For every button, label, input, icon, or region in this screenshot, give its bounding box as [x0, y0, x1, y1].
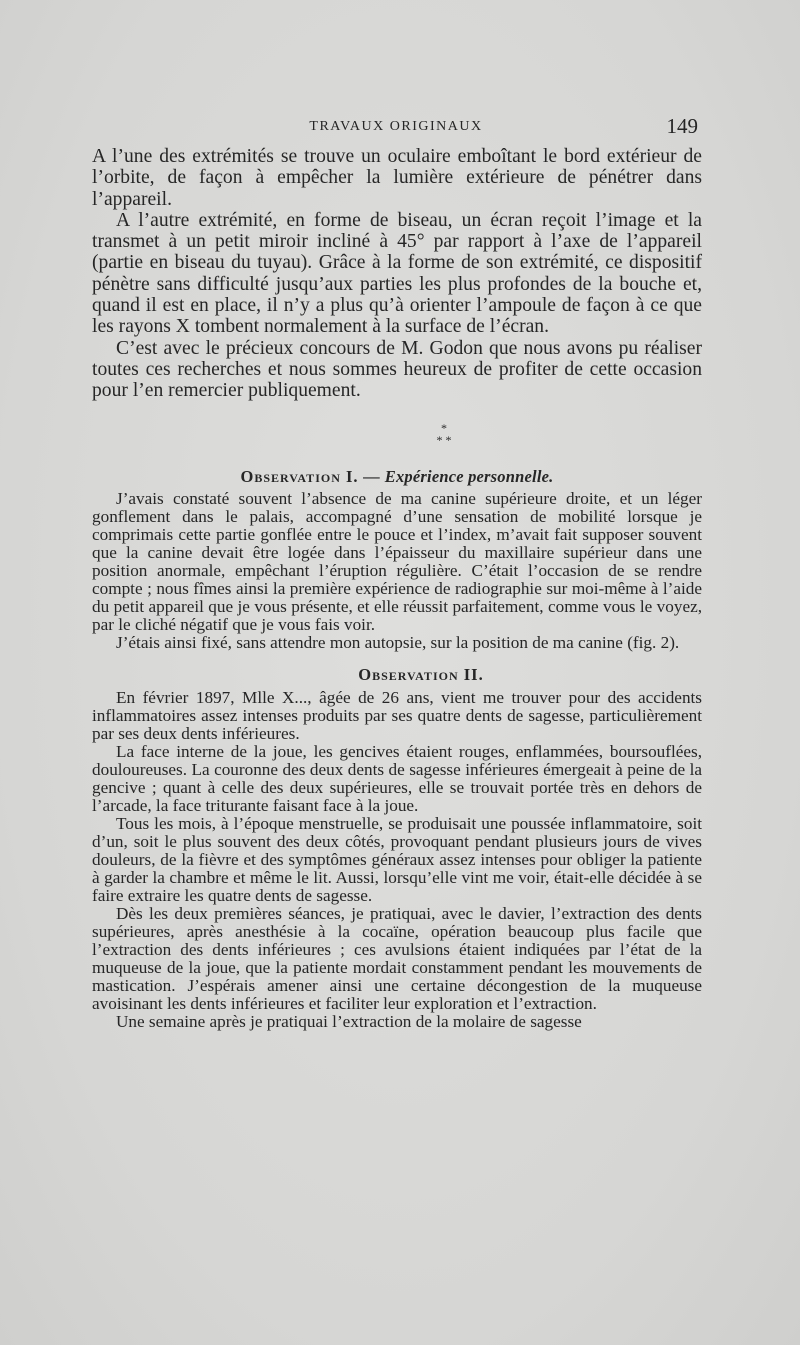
body-paragraph: C’est avec le précieux concours de M. Godon que nous avons pu réaliser toutes ces recherches et nous sommes heureux de profiter de cette occasion pour l’en remercier publiquement. [92, 337, 702, 402]
observation-2-paragraph: En février 1897, Mlle X..., âgée de 26 ans, vient me trouver pour des accidents inflammatoires assez intenses produits par ses quatre dents de sagesse, particulièrement par ses deux dents inférieures. [92, 687, 702, 743]
observation-2-paragraph: La face interne de la joue, les gencives étaient rouges, enflammées, boursouflées, douloureuses. La couronne des deux dents de sagesse inférieures émergeait à peine de la gencive ; quant à celle des deux supérieures, elle se trouvait portée très en dehors de l’arcade, la face triturante faisant face à la joue. [92, 741, 702, 815]
page-number: 149 [666, 114, 698, 138]
page-header [92, 114, 700, 141]
body-paragraph: A l’une des extrémités se trouve un oculaire emboîtant le bord extérieur de l’orbite, de façon à empêcher la lumière extérieure de pénétrer dans l’appareil. [92, 146, 702, 210]
running-title: TRAVAUX ORIGINAUX [309, 119, 483, 134]
observation-1-paragraph: J’avais constaté souvent l’absence de ma canine supérieure droite, et un léger gonflement dans le palais, accompagné d’une sensation de mobilité lorsque je comprimais cette partie gonflée entre le pouce et l’index, m’avait fait supposer souvent que la canine devait être logée dans l’épaisseur du maxillaire supérieur dans une position anormale, empêchant l’éruption régulière. C’était l’occasion de se rendre compte ; nous fîmes ainsi la première expérience de radiographie sur moi-même à l’aide du petit appareil que je vous présente, et elle réussit parfaitement, comme vous le voyez, par le cliché négatif que je vous fais voir. [92, 488, 702, 634]
observation-2-paragraph: Tous les mois, à l’époque menstruelle, se produisait une poussée inflammatoire, soit d’un, soit le plus souvent des deux côtés, provoquant pendant plusieurs jours de vives douleurs, de la fièvre et des symptômes généraux assez intenses pour obliger la patiente à garder la chambre et même le lit. Aussi, lorsqu’elle vint me voir, était-elle décidée à se faire extraire les quatre dents de sagesse. [92, 813, 702, 905]
separator-stars: * * [436, 432, 452, 447]
observation-2-paragraph: Une semaine après je pratiquai l’extraction de la molaire de sagesse [116, 1011, 582, 1031]
separator-star: * [441, 420, 447, 435]
observation-1-title: Expérience personnelle. [384, 466, 554, 486]
body-paragraph: A l’autre extrémité, en forme de biseau, un écran reçoit l’image et la transmet à un petit miroir incliné à 45° par rapport à l’axe de l’appareil (partie en biseau du tuyau). Grâce à la forme de son extrémité, ce dispositif pénètre sans difficulté jusqu’aux parties les plus profondes de la bouche et, quand il est en place, il n’y a plus qu’à orienter l’ampoule de façon à ce que les rayons X tombent normalement à la surface de l’écran. [92, 209, 702, 338]
heading-dash: — [358, 466, 385, 486]
observation-2-label: Observation II. [358, 664, 484, 684]
observation-1-label: Observation I. [240, 466, 359, 486]
page-body [92, 146, 702, 1031]
observation-2-heading [92, 664, 702, 686]
observation-1-paragraph: J’étais ainsi fixé, sans attendre mon autopsie, sur la position de ma canine (fig. 2). [116, 632, 680, 652]
section-separator [92, 422, 702, 446]
observation-1-heading [92, 466, 702, 488]
observation-2-paragraph: Dès les deux premières séances, je pratiquai, avec le davier, l’extraction des dents supérieures, après anesthésie à la cocaïne, opération beaucoup plus facile que l’extraction des dents inférieures ; ces avulsions étaient indiquées par l’état de la muqueuse de la joue, que la patiente mordait constamment pendant les mouvements de mastication. J’espérais amener ainsi une certaine décongestion de la muqueuse avoisinant les dents inférieures et faciliter leur exploration et l’extraction. [92, 903, 702, 1013]
